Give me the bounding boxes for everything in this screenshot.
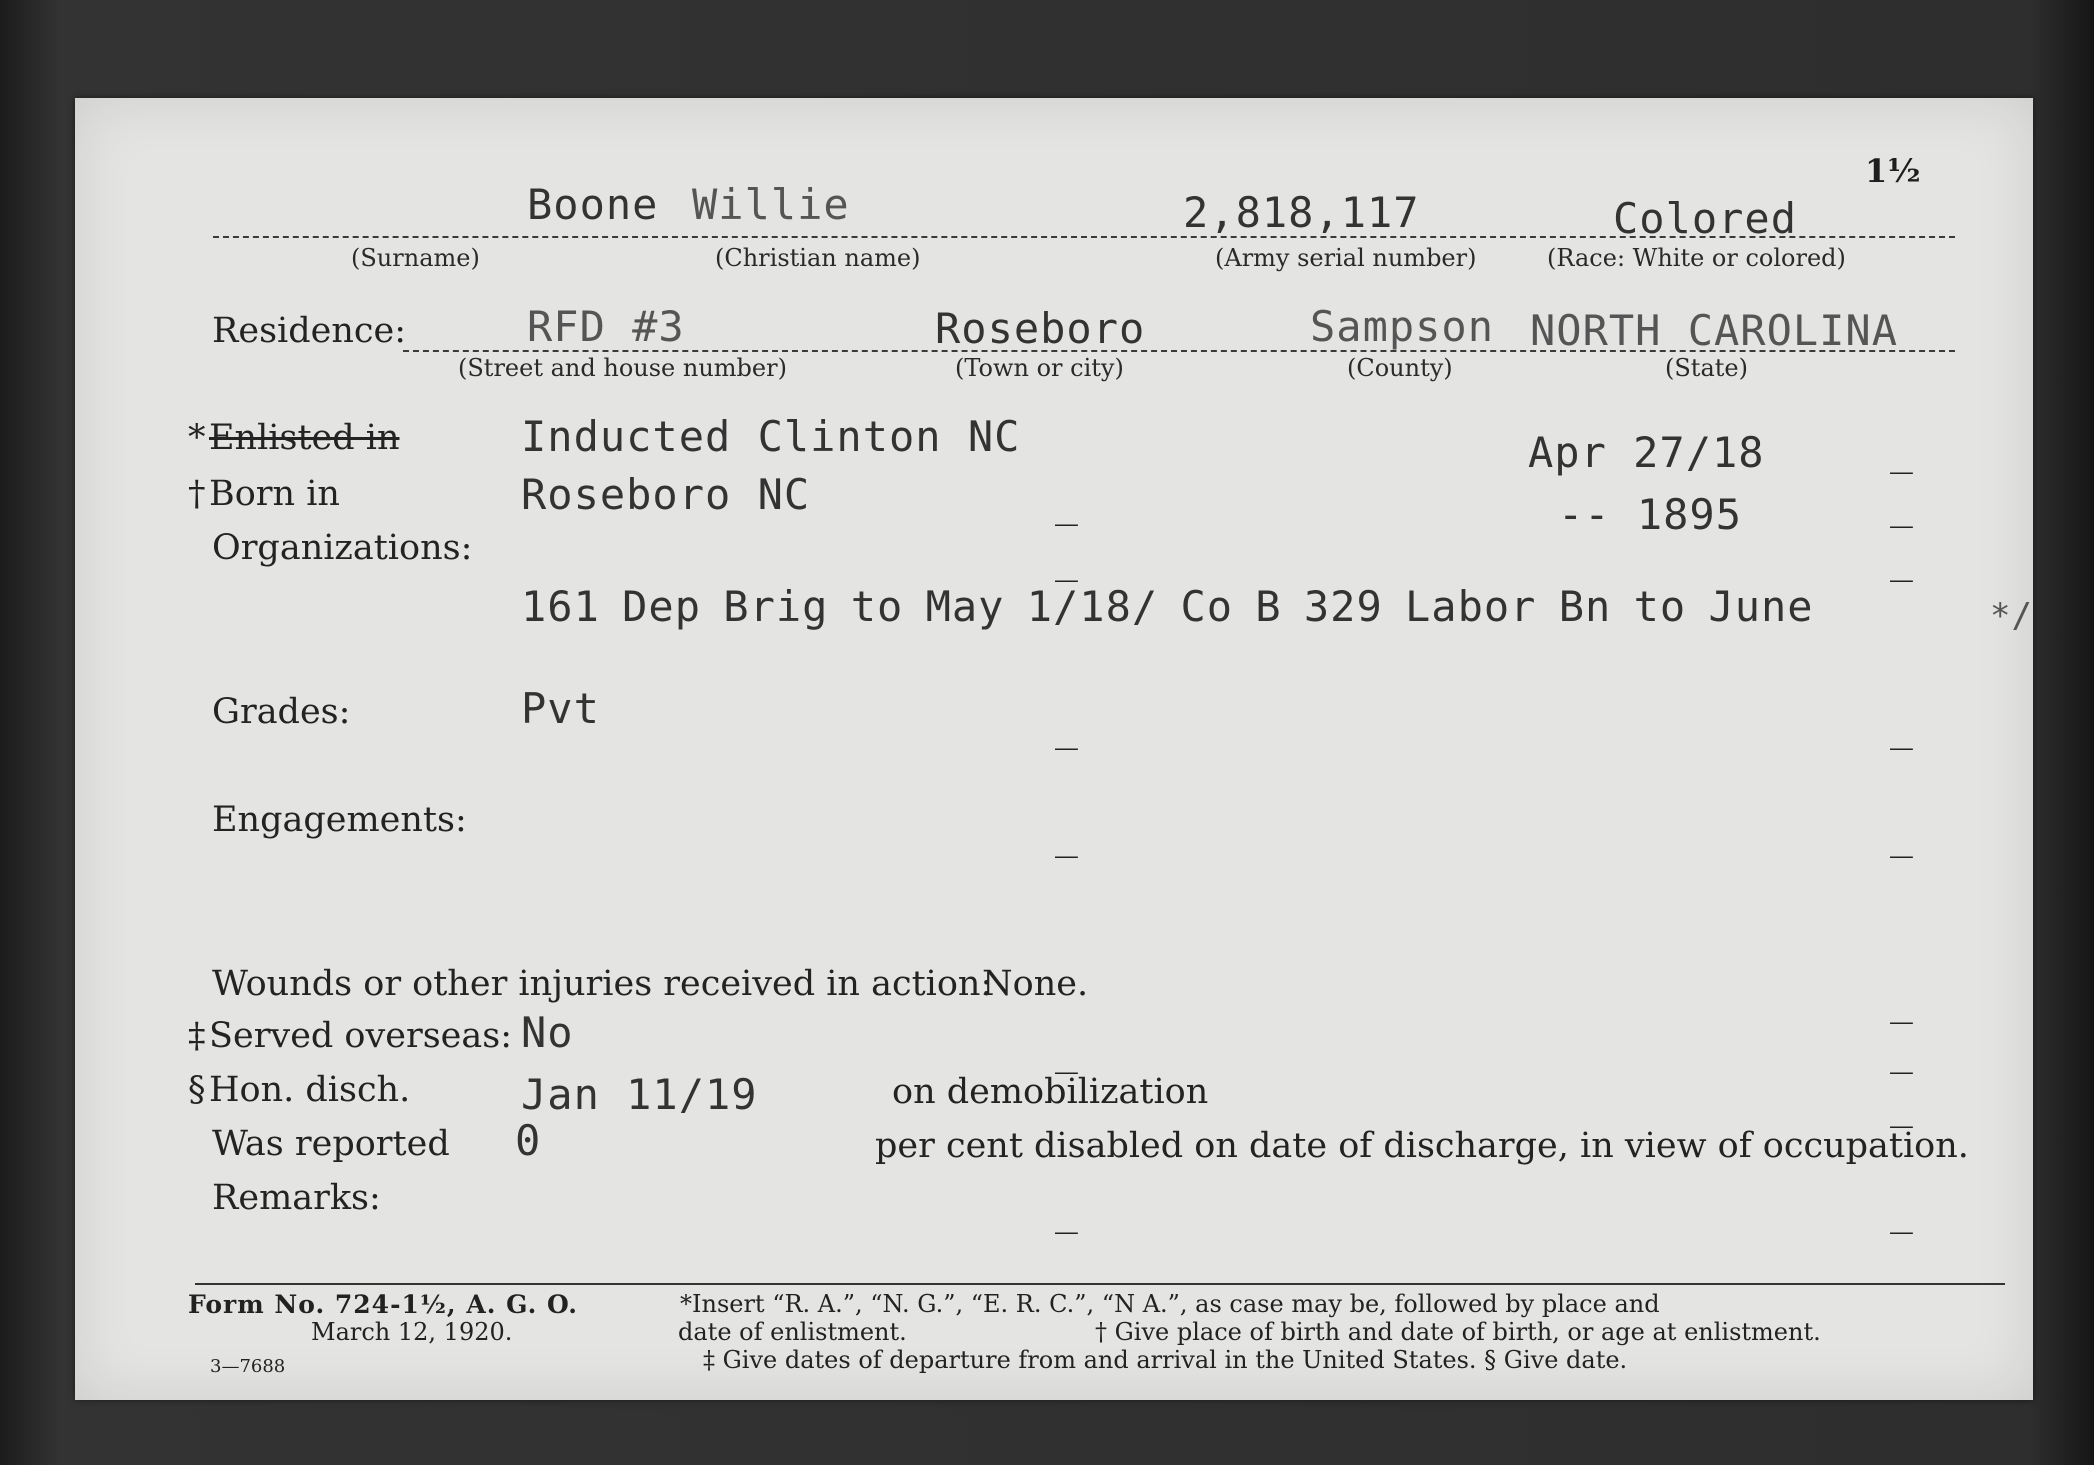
name-line <box>213 236 1955 238</box>
wounds-dash: _ <box>1890 980 1913 1024</box>
overseas-mid-dash: _ <box>1055 1030 1078 1074</box>
enlisted-marker: * <box>188 418 206 458</box>
hon-disch-dash: _ <box>1890 1084 1913 1128</box>
organizations-value: 161 Dep Brig to May 1/18/ Co B 329 Labor Bn to June <box>521 582 1814 631</box>
remarks-dash: _ <box>1890 1190 1913 1234</box>
serial-number-value: 2,818,117 <box>1183 188 1420 237</box>
footnote-overseas: ‡ Give dates of departure from and arrival in the United States. § Give date. <box>703 1346 1628 1374</box>
hon-disch-label: Hon. disch. <box>209 1070 411 1110</box>
organizations-tail: */ <box>1990 596 2033 636</box>
form-number: Form No. 724-1½, A. G. O. <box>188 1290 579 1319</box>
grades-label: Grades: <box>212 692 351 732</box>
race-value: Colored <box>1613 194 1798 243</box>
residence-county-value: Sampson <box>1310 302 1495 351</box>
organizations-dash: _ <box>1890 538 1913 582</box>
town-caption: (Town or city) <box>955 354 1124 382</box>
residence-line <box>403 350 1955 352</box>
christian-name-value: Willie <box>692 180 850 229</box>
remarks-mid-dash: _ <box>1055 1190 1078 1234</box>
grades-value: Pvt <box>521 684 600 733</box>
born-marker: † <box>188 474 206 514</box>
grades-dash: _ <box>1890 706 1913 750</box>
hon-disch-date: Jan 11/19 <box>521 1070 758 1119</box>
form-date: March 12, 1920. <box>311 1318 513 1346</box>
born-value: Roseboro NC <box>521 470 811 519</box>
engagements-mid-dash: _ <box>1055 814 1078 858</box>
footer-rule <box>195 1283 2005 1285</box>
street-caption: (Street and house number) <box>458 354 787 382</box>
wounds-label: Wounds or other injuries received in action: <box>212 964 993 1004</box>
engagements-label: Engagements: <box>212 800 467 840</box>
enlisted-dash: _ <box>1890 430 1913 474</box>
surname-caption: (Surname) <box>351 244 480 272</box>
hon-disch-reason: on demobilization <box>892 1072 1209 1112</box>
enlisted-label: Enlisted in <box>209 418 400 458</box>
engagements-dash: _ <box>1890 814 1913 858</box>
organizations-mid-dash: _ <box>1055 538 1078 582</box>
christian-name-caption: (Christian name) <box>715 244 921 272</box>
enlisted-value: Inducted Clinton NC <box>521 412 1021 461</box>
enlisted-date: Apr 27/18 <box>1528 428 1765 477</box>
hon-disch-marker: § <box>188 1070 206 1110</box>
born-dash: _ <box>1890 484 1913 528</box>
born-mid-dash: _ <box>1055 482 1078 526</box>
reported-label: Was reported <box>212 1124 450 1164</box>
overseas-dash: _ <box>1890 1030 1913 1074</box>
service-record-card <box>75 98 2033 1400</box>
footnote-enlistment-date: date of enlistment. <box>678 1318 907 1346</box>
overseas-value: No <box>521 1008 574 1057</box>
surname-value: Boone <box>527 180 659 229</box>
county-caption: (County) <box>1347 354 1453 382</box>
residence-state-value: NORTH CAROLINA <box>1530 306 1899 355</box>
footnote-insert: *Insert “R. A.”, “N. G.”, “E. R. C.”, “N A.”, as case may be, followed by place and <box>680 1290 1660 1318</box>
race-caption: (Race: White or colored) <box>1547 244 1846 272</box>
card-fraction: 1½ <box>1865 152 1921 190</box>
residence-street-value: RFD #3 <box>527 302 685 351</box>
born-date: -- 1895 <box>1558 490 1743 539</box>
grades-mid-dash: _ <box>1055 706 1078 750</box>
born-label: Born in <box>209 474 340 514</box>
serial-number-caption: (Army serial number) <box>1215 244 1477 272</box>
state-caption: (State) <box>1665 354 1748 382</box>
wounds-value: None. <box>982 964 1089 1004</box>
print-code: 3—7688 <box>210 1356 286 1377</box>
remarks-label: Remarks: <box>212 1178 381 1218</box>
footnote-birth: † Give place of birth and date of birth, or age at enlistment. <box>1095 1318 1821 1346</box>
residence-town-value: Roseboro <box>935 304 1146 353</box>
residence-label: Residence: <box>212 311 406 351</box>
reported-text: per cent disabled on date of discharge, in view of occupation. <box>875 1126 1969 1166</box>
reported-value: 0 <box>515 1116 542 1165</box>
overseas-marker: ‡ <box>188 1016 206 1056</box>
overseas-label: Served overseas: <box>209 1016 513 1056</box>
organizations-label: Organizations: <box>212 528 473 568</box>
